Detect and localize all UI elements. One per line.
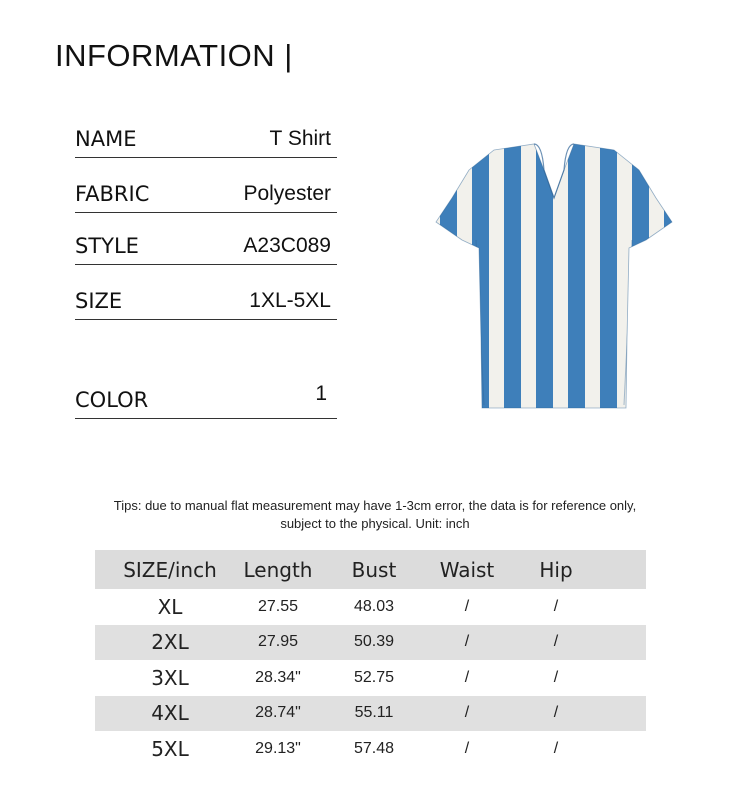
table-row xyxy=(95,696,646,732)
spec-row-style xyxy=(75,231,337,265)
spec-label: STYLE xyxy=(75,234,139,258)
cell-length: 29.13" xyxy=(255,739,301,757)
table-row xyxy=(95,660,646,696)
cell-bust: 48.03 xyxy=(353,597,395,615)
cell-bust: 50.39 xyxy=(353,633,395,651)
cell-hip: / xyxy=(553,633,559,651)
spec-value: 1 xyxy=(315,382,327,405)
cell-length: 27.95 xyxy=(257,633,299,651)
spec-label: SIZE xyxy=(75,289,123,313)
header-waist: Waist xyxy=(439,557,495,582)
table-header-row xyxy=(95,550,646,589)
header-size: SIZE/inch xyxy=(123,557,217,582)
cell-waist: / xyxy=(464,633,470,651)
table-row xyxy=(95,731,646,767)
shirt-body xyxy=(434,140,674,415)
cell-length: 28.74" xyxy=(255,704,301,722)
cell-waist: / xyxy=(464,704,470,722)
cell-waist: / xyxy=(464,668,470,686)
spec-label: NAME xyxy=(75,127,137,151)
product-image xyxy=(434,140,674,415)
cell-bust: 55.11 xyxy=(354,704,394,722)
header-hip: Hip xyxy=(539,557,573,582)
cell-hip: / xyxy=(553,704,559,722)
cell-hip: / xyxy=(553,597,559,615)
cell-size: XL xyxy=(157,594,183,619)
cell-size: 4XL xyxy=(151,701,189,726)
cell-bust: 57.48 xyxy=(353,739,395,757)
spec-value: A23C089 xyxy=(243,234,331,257)
cell-length: 28.34" xyxy=(255,668,301,686)
measurement-tips: Tips: due to manual flat measurement may have 1-3cm error, the data is for reference only, subject to the physical. Unit: inch xyxy=(113,498,637,531)
spec-row-name xyxy=(75,124,337,158)
spec-row-size xyxy=(75,286,337,320)
cell-size: 5XL xyxy=(151,736,189,761)
cell-hip: / xyxy=(553,668,559,686)
page-title: INFORMATION | xyxy=(55,38,293,73)
cell-length: 27.55 xyxy=(257,597,299,615)
size-table xyxy=(95,550,646,767)
table-row xyxy=(95,589,646,625)
spec-row-color xyxy=(75,380,337,419)
header-bust: Bust xyxy=(351,557,397,582)
spec-label: FABRIC xyxy=(75,182,150,206)
cell-waist: / xyxy=(464,597,470,615)
spec-row-fabric xyxy=(75,179,337,213)
header-length: Length xyxy=(243,557,313,582)
cell-size: 2XL xyxy=(151,630,189,655)
cell-waist: / xyxy=(464,739,470,757)
cell-size: 3XL xyxy=(151,665,189,690)
spec-value: 1XL-5XL xyxy=(249,289,331,312)
cell-hip: / xyxy=(553,739,559,757)
spec-value: T Shirt xyxy=(269,127,331,150)
spec-value: Polyester xyxy=(243,182,331,205)
spec-label: COLOR xyxy=(75,388,149,412)
table-row xyxy=(95,625,646,661)
cell-bust: 52.75 xyxy=(353,668,395,686)
